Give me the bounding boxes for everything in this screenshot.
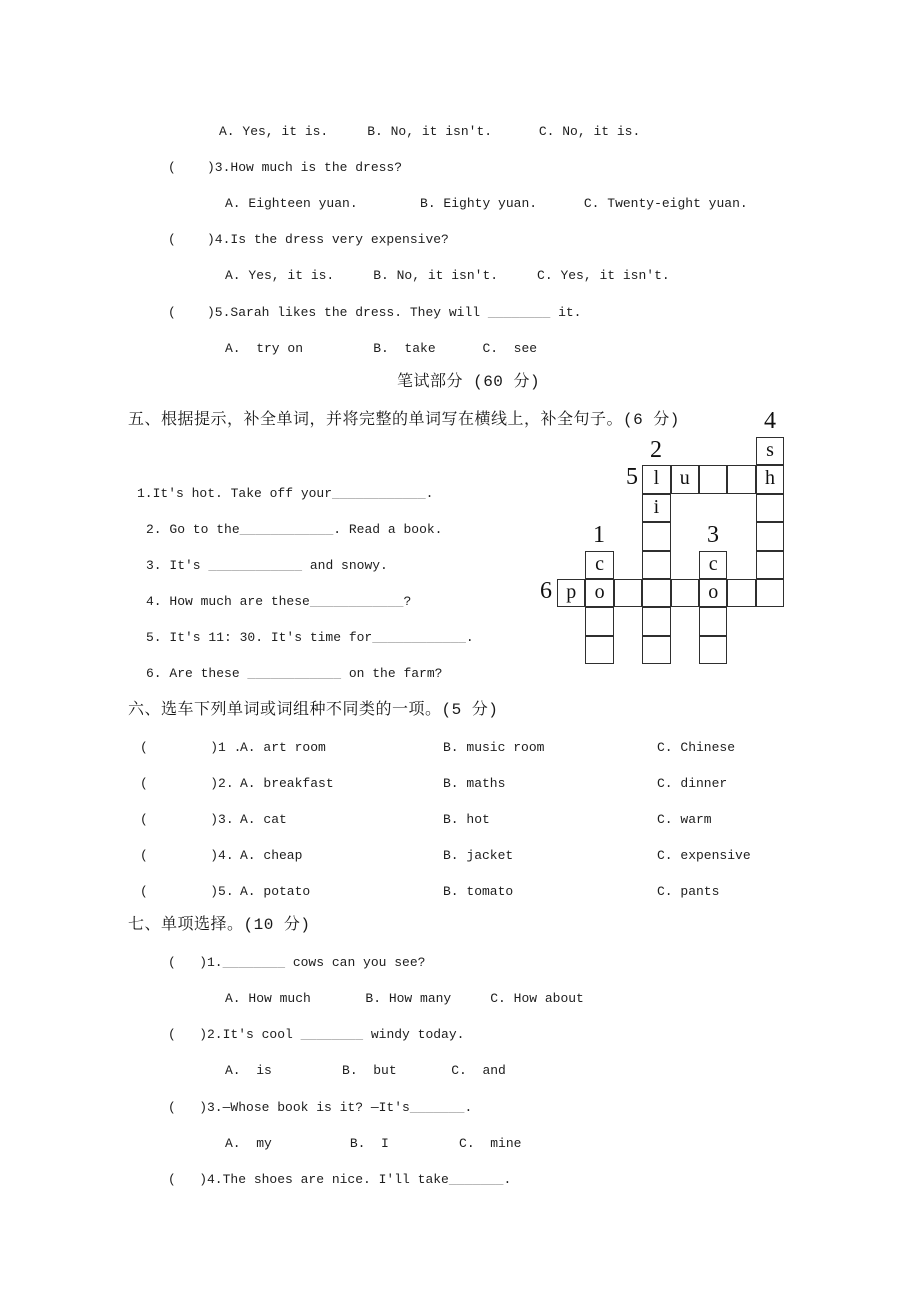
- crossword-cell-empty: [756, 551, 784, 579]
- text-line: 2. Go to the____________. Read a book.: [146, 522, 443, 537]
- crossword-cell-empty: [642, 522, 670, 550]
- crossword-number-label: 2: [650, 437, 662, 463]
- text-line: A. Yes, it is. B. No, it isn't. C. No, it is.: [219, 124, 641, 139]
- answer-paren: ( )4.: [140, 848, 234, 863]
- crossword-cell-empty: [756, 579, 784, 607]
- text-line: 3. It's ____________ and snowy.: [146, 558, 388, 573]
- option-a: A. breakfast: [240, 776, 334, 791]
- text-line: A. try on B. take C. see: [225, 341, 538, 356]
- answer-blank: _______: [409, 1100, 465, 1115]
- text-line: A. Eighteen yuan. B. Eighty yuan. C. Twenty-eight yuan.: [225, 196, 748, 211]
- option-b: B. hot: [443, 812, 490, 827]
- answer-paren: ( )5.: [140, 884, 234, 899]
- crossword-cell-empty: [585, 607, 613, 635]
- crossword-number-label: 3: [707, 522, 719, 548]
- text-line: 4. How much are these____________?: [146, 594, 412, 609]
- written-part-heading: 笔试部分 (60 分): [397, 373, 541, 391]
- section5-header: 五、根据提示，补全单词，并将完整的单词写在横线上，补全句子。(6 分): [128, 411, 680, 429]
- option-c: C. dinner: [657, 776, 728, 791]
- text-line: 5. It's 11: 30. It's time for____________.: [146, 630, 474, 645]
- answer-blank: ____________: [208, 558, 303, 573]
- crossword-cell-letter: h: [756, 465, 784, 493]
- answer-blank: ____________: [309, 594, 404, 609]
- option-a: A. cheap: [240, 848, 303, 863]
- crossword-cell-empty: [671, 579, 699, 607]
- answer-blank: ________: [222, 955, 286, 970]
- crossword-cell-empty: [642, 636, 670, 664]
- crossword-cell-letter: o: [585, 579, 613, 607]
- text-line: ( )2.It's cool ________ windy today.: [168, 1027, 465, 1042]
- crossword-cell-letter: s: [756, 437, 784, 465]
- crossword-cell-letter: c: [585, 551, 613, 579]
- text-line: A. How much B. How many C. How about: [225, 991, 584, 1006]
- option-b: B. jacket: [443, 848, 514, 863]
- answer-blank: ____________: [239, 522, 334, 537]
- crossword-cell-empty: [699, 607, 727, 635]
- crossword-cell-empty: [727, 465, 755, 493]
- option-c: C. warm: [657, 812, 712, 827]
- crossword-cell-letter: i: [642, 494, 670, 522]
- crossword-cell-empty: [642, 607, 670, 635]
- crossword-cell-empty: [642, 551, 670, 579]
- crossword-cell-empty: [585, 636, 613, 664]
- text-line: 1.It's hot. Take off your____________.: [137, 486, 434, 501]
- crossword-cell-empty: [699, 465, 727, 493]
- option-c: C. Chinese: [657, 740, 736, 755]
- answer-paren: ( )1 .: [140, 740, 242, 755]
- text-line: A. my B. I C. mine: [225, 1136, 522, 1151]
- answer-blank: ____________: [332, 486, 426, 501]
- answer-blank: _______: [448, 1172, 504, 1187]
- section7-header: 七、单项选择。(10 分): [128, 916, 311, 934]
- crossword-number-label: 1: [593, 522, 605, 548]
- crossword-cell-letter: u: [671, 465, 699, 493]
- option-c: C. expensive: [657, 848, 751, 863]
- crossword-cell-letter: l: [642, 465, 670, 493]
- option-b: B. tomato: [443, 884, 514, 899]
- crossword-cell-empty: [756, 522, 784, 550]
- section6-header: 六、选车下列单词或词组种不同类的一项。(5 分): [128, 701, 499, 719]
- option-a: A. cat: [240, 812, 287, 827]
- text-line: 6. Are these ____________ on the farm?: [146, 666, 443, 681]
- answer-paren: ( )2.: [140, 776, 234, 791]
- crossword-number-label: 5: [626, 464, 638, 490]
- crossword-cell-empty: [756, 494, 784, 522]
- crossword-cell-empty: [614, 579, 642, 607]
- text-line: ( )4.Is the dress very expensive?: [168, 232, 449, 247]
- crossword-cell-letter: p: [557, 579, 585, 607]
- option-b: B. maths: [443, 776, 506, 791]
- option-b: B. music room: [443, 740, 545, 755]
- option-a: A. art room: [240, 740, 326, 755]
- crossword-number-label: 6: [540, 578, 552, 604]
- crossword-cell-empty: [699, 636, 727, 664]
- crossword-number-label: 4: [764, 408, 776, 434]
- answer-blank: ____________: [247, 666, 342, 681]
- text-line: A. is B. but C. and: [225, 1063, 506, 1078]
- answer-blank: ________: [300, 1027, 364, 1042]
- answer-paren: ( )3.: [140, 812, 234, 827]
- text-line: ( )5.Sarah likes the dress. They will ________ it.: [168, 305, 582, 320]
- text-line: ( )4.The shoes are nice. I'll take_______.: [168, 1172, 512, 1187]
- crossword-cell-letter: o: [699, 579, 727, 607]
- option-a: A. potato: [240, 884, 311, 899]
- crossword-cell-empty: [727, 579, 755, 607]
- crossword-cell-letter: c: [699, 551, 727, 579]
- text-line: ( )3.How much is the dress?: [168, 160, 403, 175]
- text-line: ( )1.________ cows can you see?: [168, 955, 426, 970]
- text-line: A. Yes, it is. B. No, it isn't. C. Yes, it isn't.: [225, 268, 670, 283]
- text-line: ( )3.—Whose book is it? —It's_______.: [168, 1100, 473, 1115]
- option-c: C. pants: [657, 884, 720, 899]
- answer-blank: ____________: [372, 630, 466, 645]
- crossword-cell-empty: [642, 579, 670, 607]
- answer-blank: ________: [487, 305, 551, 320]
